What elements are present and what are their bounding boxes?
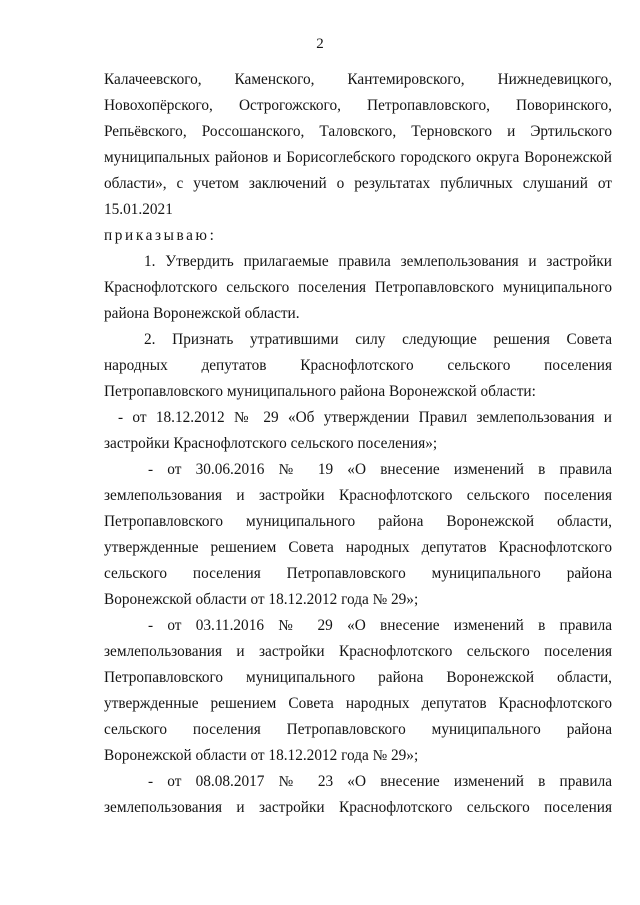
item-2-line-2: народных депутатов Краснофлотского сельского поселения [104, 357, 612, 374]
decision-4-line-2: землепользования и застройки Краснофлотского сельского поселения [104, 799, 612, 816]
page-number: 2 [316, 36, 324, 52]
decision-3-line-2: землепользования и застройки Краснофлотского сельского поселения [104, 643, 612, 660]
item-1-line-3: района Воронежской области. [104, 305, 300, 322]
decision-4-line-1: - от 08.08.2017 № 23 «О внесение изменений в правила [148, 773, 612, 790]
decision-2-line-4: утвержденные решением Совета народных депутатов Краснофлотского [104, 539, 612, 556]
text-line-4: муниципальных районов и Борисоглебского городского округа Воронежской [104, 149, 612, 166]
item-1-line-1: 1. Утвердить прилагаемые правила землепользования и застройки [144, 253, 612, 270]
decision-3-line-3: Петропавловского муниципального района Воронежской области, [104, 669, 612, 686]
text-line-6: 15.01.2021 [104, 201, 173, 218]
text-line-3: Репьёвского, Россошанского, Таловского, Терновского и Эртильского [104, 123, 612, 140]
decision-3-line-1: - от 03.11.2016 № 29 «О внесение изменений в правила [148, 617, 612, 634]
decision-2-line-5: сельского поселения Петропавловского муниципального района [104, 565, 612, 582]
text-line-1: Калачеевского, Каменского, Кантемировского, Нижнедевицкого, [104, 71, 612, 88]
text-line-5: области», с учетом заключений о результатах публичных слушаний от [104, 175, 612, 192]
decision-2-line-6: Воронежской области от 18.12.2012 года № 29»; [104, 591, 419, 608]
item-2-line-3: Петропавловского муниципального района Воронежской области: [104, 383, 536, 400]
decision-3-line-6: Воронежской области от 18.12.2012 года № 29»; [104, 747, 419, 764]
decision-2-line-1: - от 30.06.2016 № 19 «О внесение изменений в правила [148, 461, 612, 478]
decision-3-line-4: утвержденные решением Совета народных депутатов Краснофлотского [104, 695, 612, 712]
order-word: приказываю: [104, 227, 217, 244]
decision-3-line-5: сельского поселения Петропавловского муниципального района [104, 721, 612, 738]
item-1-line-2: Краснофлотского сельского поселения Петропавловского муниципального [104, 279, 612, 296]
decision-1-line-1: - от 18.12.2012 № 29 «Об утверждении Правил землепользования и [118, 409, 612, 426]
decision-1-line-2: застройки Краснофлотского сельского поселения»; [104, 435, 438, 452]
text-line-2: Новохопёрского, Острогожского, Петропавловского, Поворинского, [104, 97, 612, 114]
decision-2-line-2: землепользования и застройки Краснофлотского сельского поселения [104, 487, 612, 504]
item-2-line-1: 2. Признать утратившими силу следующие решения Совета [144, 331, 612, 348]
decision-2-line-3: Петропавловского муниципального района Воронежской области, [104, 513, 612, 530]
